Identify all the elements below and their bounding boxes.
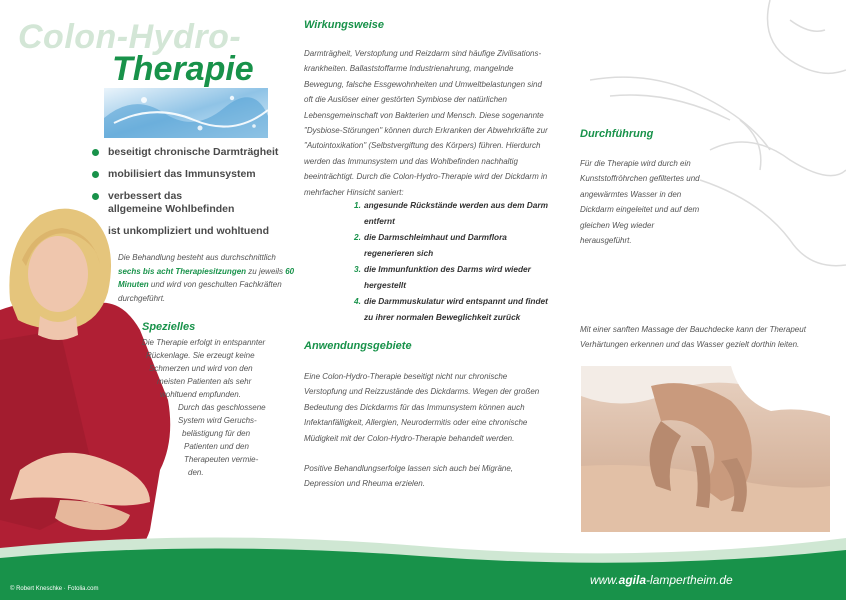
massage-hands-photo [581,366,830,532]
spezielles-line: den. [188,468,204,477]
photo-credit: © Robert Kneschke · Fotolia.com [10,586,99,592]
benefit-item: beseitigt chronische Darmträgheit [90,146,290,159]
treatment-info: Die Behandlung besteht aus durchschnittlich sechs bis acht Therapiesitzungen zu jeweils 60 Minuten und wird von geschulten Fachkräften durchgeführt. [118,253,295,303]
benefit-item: verbessert das allgemeine Wohlbefinden [90,190,290,216]
spezielles-line: Rückenlage. Sie erzeugt keine [146,351,255,360]
title-line-1: Colon-Hydro- [18,18,242,56]
massage-text: Mit einer sanften Massage der Bauchdecke kann der Therapeut Verhärtungen erkennen und das Wasser gezielt dorthin leiten. [580,325,806,349]
durchfuehrung-heading: Durchführung [580,128,654,140]
spezielles-heading: Spezielles [142,321,196,333]
spezielles-line: Durch das geschlossene [178,403,266,412]
steps-list [354,198,554,326]
anwendung-text-2: Positive Behandlungserfolge lassen sich auch bei Migräne, Depression und Rheuma erzielen. [304,464,514,489]
spezielles-line: Therapeuten vermie- [184,455,259,464]
spezielles-line: wohltuend empfunden. [160,390,241,399]
website-url[interactable]: www.agila-lampertheim.de [590,573,733,587]
benefit-item: ist unkompliziert und wohltuend [90,225,290,238]
water-splash-image [104,88,268,138]
durchfuehrung-text: Für die Therapie wird durch ein Kunststoffröhrchen gefiltertes und angewärmtes Wasser in den Dickdarm eingeleitet und auf dem gleichen Weg wieder herausgeführt. [580,159,700,246]
step-item: 1. angesunde Rückstände werden aus dem Darm entfernt [354,200,548,226]
wirkungsweise-heading: Wirkungsweise [304,19,384,31]
spezielles-line: meisten Patienten als sehr [157,377,252,386]
anwendung-text: Eine Colon-Hydro-Therapie beseitigt nicht nur chronische Verstopfung und Reizzustände des Dickdarms. Wegen der großen Bedeutung des Dickdarms für das Immunsystem können auch Infektanfälligkeit, Allergien, Neurodermitis oder eine chronische Müdigkeit mit der Colon-Hydro-Therapie behandelt werden. [304,372,540,443]
step-item: 4. die Darmmuskulatur wird entspannt und findet zu ihrer normalen Beweglichkeit zurück [354,296,548,322]
bullet-icon [92,149,99,156]
footer-wave [0,520,846,600]
spezielles-line: Die Therapie erfolgt in entspannter [142,338,266,347]
spezielles-line: Schmerzen und wird von den [149,364,253,373]
step-item: 2. die Darmschleimhaut und Darmflora regenerieren sich [354,232,507,258]
bullet-icon [92,171,99,178]
wirkungsweise-text: Darmträgheit, Verstopfung und Reizdarm sind häufige Zivilisations-krankheiten. Ballaststoffarme Industrienahrung, mangelnde Bewegung, falsche Essgewohnheiten und Umweltbelastungen sind oft die Auslöser einer gestörten Symbiose der natürlichen Lebensgemeinschaft von Bakterien und Mensch. Diese sogenannte "Dysbiose-Störungen" können durch Erkranken der Abwehrkräfte zur "Autointoxikation" (Selbstvergiftung des Körpers) führen. Hierdurch werden das Immunsystem und das Wohlbefinden nachhaltig beeinträchtigt. Durch die Colon-Hydro-Therapie wird der Dickdarm in mehrfacher Hinsicht saniert: [304,49,548,197]
spezielles-line: System wird Geruchs- [178,416,257,425]
step-item: 3. die Immunfunktion des Darms wird wieder hergestellt [354,264,531,290]
benefit-item: mobilisiert das Immunsystem [90,168,290,181]
title-line-2: Therapie [112,50,254,88]
anwendung-heading: Anwendungsgebiete [304,340,412,352]
bullet-icon [92,193,99,200]
spezielles-line: Patienten und den [184,442,249,451]
spezielles-line: belästigung für den [182,429,251,438]
